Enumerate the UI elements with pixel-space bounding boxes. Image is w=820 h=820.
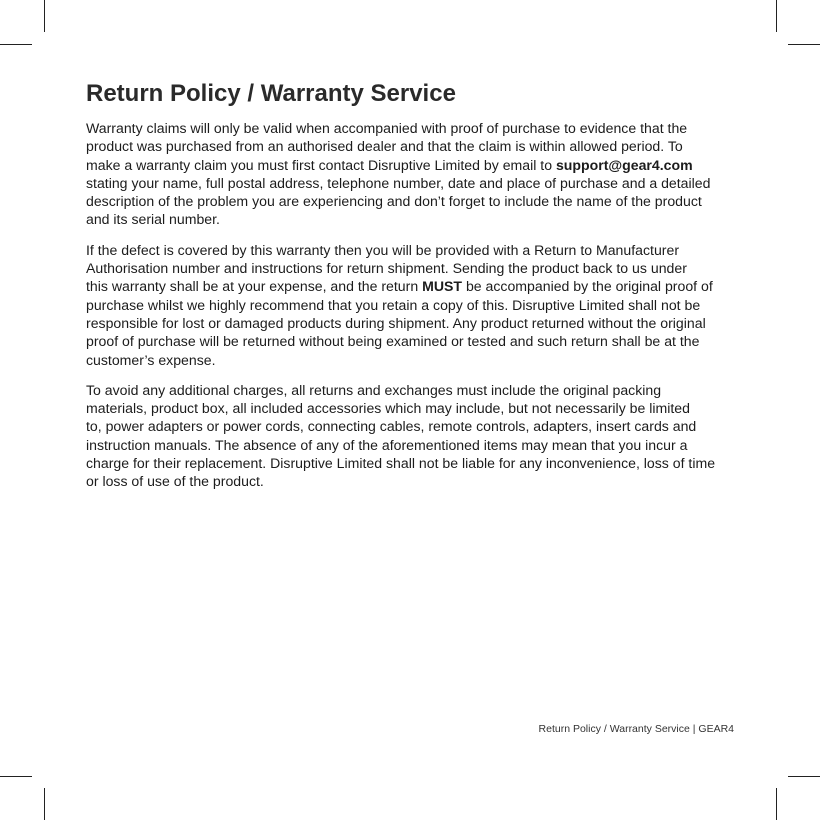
crop-mark-bottom-left-horizontal <box>0 776 32 777</box>
crop-mark-bottom-right-horizontal <box>788 776 820 777</box>
paragraph-1-text-end: stating your name, full postal address, telephone number, date and place of purchase and a detailed description of the problem you are experiencing and don’t forget to include the name of the product and its serial number. <box>86 174 711 228</box>
crop-mark-top-left-horizontal <box>0 44 32 45</box>
paragraph-2-text-start: If the defect is covered by this warranty then you will be provided with a Return to Manufacturer Authorisation number and instructions for return shipment. Sending the product back to us under this warranty shall be at your expense, and the return <box>86 241 687 295</box>
paragraph-additional-charges: To avoid any additional charges, all returns and exchanges must include the original packing materials, product box, all included accessories which may include, but not necessarily be limited to, power adapters or power cords, connecting cables, remote controls, adapters, insert cards and instruction manuals. The absence of any of the aforementioned items may mean that you incur a charge for their replacement. Disruptive Limited shall not be liable for any inconvenience, loss of time or loss of use of the product. <box>86 381 716 490</box>
must-emphasis: MUST <box>422 278 463 295</box>
crop-mark-bottom-right-vertical <box>776 788 777 820</box>
crop-mark-top-left-vertical <box>44 0 45 32</box>
paragraph-return-authorisation <box>86 241 738 369</box>
paragraph-2-text-end: be accompanied by the original proof of purchase whilst we highly recommend that you retain a copy of this. Disruptive Limited shall not be responsible for lost or damaged products during shipment. Any product returned without the original proof of purchase will be returned without being examined or tested and such return shall be at the customer’s expense. <box>86 278 713 368</box>
paragraph-warranty-claims <box>86 119 738 229</box>
paragraph-1-text-start: Warranty claims will only be valid when accompanied with proof of purchase to evidence that the product was purchased from an authorised dealer and that the claim is within allowed period. To make a warranty claim you must first contact Disruptive Limited by email to <box>86 120 688 173</box>
support-email: support@gear4.com <box>555 156 693 173</box>
page-footer: Return Policy / Warranty Service | GEAR4 <box>538 723 734 735</box>
crop-mark-top-right-vertical <box>776 0 777 32</box>
crop-mark-top-right-horizontal <box>788 44 820 45</box>
document-body <box>86 80 738 503</box>
crop-mark-bottom-left-vertical <box>44 788 45 820</box>
page-title: Return Policy / Warranty Service <box>86 80 456 107</box>
